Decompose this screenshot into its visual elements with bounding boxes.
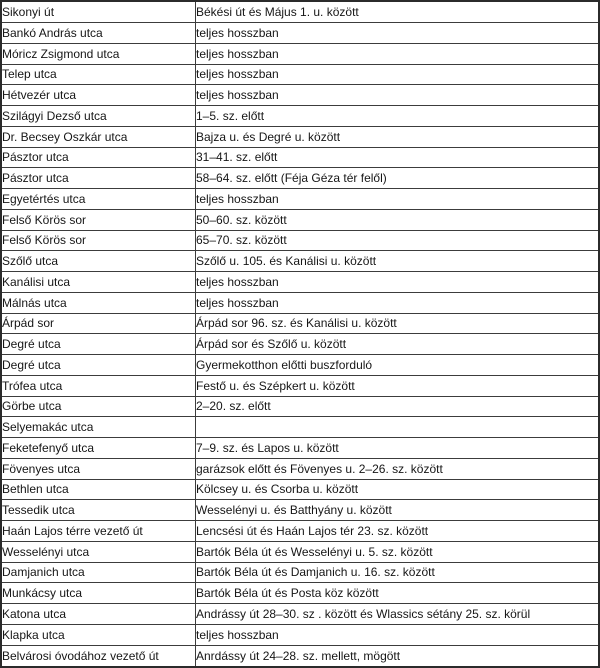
closure-section-cell: Bajza u. és Degré u. között [196,126,600,147]
table-row [1,521,599,542]
table-row [1,1,599,23]
closure-section-cell: Anrdássy út 24–28. sz. mellett, mögött [196,645,600,667]
street-name-cell: Selyemakác utca [1,417,196,438]
table-row [1,541,599,562]
closure-section-cell: Árpád sor és Szőlő u. között [196,334,600,355]
table-row [1,64,599,85]
closure-section-cell: teljes hosszban [196,272,600,293]
street-name-cell: Wesselényi utca [1,541,196,562]
table-row [1,562,599,583]
closure-section-cell: teljes hosszban [196,43,600,64]
closure-section-cell: Wesselényi u. és Batthyány u. között [196,500,600,521]
closure-section-cell: Kölcsey u. és Csorba u. között [196,479,600,500]
table-row [1,334,599,355]
street-name-cell: Hétvezér utca [1,85,196,106]
table-row [1,168,599,189]
table-row [1,645,599,667]
table-row [1,23,599,44]
table-row [1,438,599,459]
closure-section-cell: 31–41. sz. előtt [196,147,600,168]
closure-section-cell: 58–64. sz. előtt (Féja Géza tér felől) [196,168,600,189]
table-row [1,500,599,521]
street-name-cell: Szőlő utca [1,251,196,272]
table-row [1,85,599,106]
closure-section-cell: teljes hosszban [196,624,600,645]
street-name-cell: Damjanich utca [1,562,196,583]
table-row [1,604,599,625]
table-row [1,396,599,417]
street-name-cell: Málnás utca [1,292,196,313]
street-name-cell: Munkácsy utca [1,583,196,604]
closure-section-cell: garázsok előtt és Fövenyes u. 2–26. sz. között [196,458,600,479]
street-name-cell: Degré utca [1,334,196,355]
table-row [1,313,599,334]
street-name-cell: Fövenyes utca [1,458,196,479]
closure-section-cell: teljes hosszban [196,85,600,106]
table-row [1,251,599,272]
street-name-cell: Klapka utca [1,624,196,645]
street-name-cell: Árpád sor [1,313,196,334]
street-name-cell: Pásztor utca [1,147,196,168]
street-name-cell: Trófea utca [1,375,196,396]
closure-section-cell: Andrássy út 28–30. sz . között és Wlassics sétány 25. sz. körül [196,604,600,625]
street-name-cell: Szilágyi Dezső utca [1,106,196,127]
closure-section-cell: Békési út és Május 1. u. között [196,1,600,23]
street-name-cell: Bethlen utca [1,479,196,500]
table-row [1,126,599,147]
closure-section-cell: 2–20. sz. előtt [196,396,600,417]
street-name-cell: Sikonyi út [1,1,196,23]
street-name-cell: Haán Lajos térre vezető út [1,521,196,542]
closure-section-cell: teljes hosszban [196,292,600,313]
closure-section-cell [196,417,600,438]
closure-section-cell: Szőlő u. 105. és Kanálisi u. között [196,251,600,272]
closure-section-cell: Lencsési út és Haán Lajos tér 23. sz. között [196,521,600,542]
closure-section-cell: Festő u. és Szépkert u. között [196,375,600,396]
table-row [1,355,599,376]
closure-section-cell: Bartók Béla út és Posta köz között [196,583,600,604]
street-name-cell: Dr. Becsey Oszkár utca [1,126,196,147]
street-name-cell: Kanálisi utca [1,272,196,293]
closure-section-cell: Bartók Béla út és Damjanich u. 16. sz. között [196,562,600,583]
street-name-cell: Tessedik utca [1,500,196,521]
street-name-cell: Feketefenyő utca [1,438,196,459]
closure-section-cell: Gyermekotthon előtti buszforduló [196,355,600,376]
table-row [1,292,599,313]
street-closure-table-body [1,1,599,667]
street-name-cell: Felső Körös sor [1,209,196,230]
table-row [1,43,599,64]
street-name-cell: Katona utca [1,604,196,625]
table-row [1,272,599,293]
street-name-cell: Pásztor utca [1,168,196,189]
table-row [1,624,599,645]
closure-section-cell: 7–9. sz. és Lapos u. között [196,438,600,459]
closure-section-cell: Bartók Béla út és Wesselényi u. 5. sz. között [196,541,600,562]
street-name-cell: Móricz Zsigmond utca [1,43,196,64]
street-name-cell: Telep utca [1,64,196,85]
closure-section-cell: teljes hosszban [196,189,600,210]
table-row [1,417,599,438]
closure-section-cell: teljes hosszban [196,64,600,85]
street-name-cell: Bankó András utca [1,23,196,44]
closure-section-cell: 1–5. sz. előtt [196,106,600,127]
table-row [1,583,599,604]
closure-section-cell: teljes hosszban [196,23,600,44]
table-row [1,147,599,168]
table-row [1,479,599,500]
street-name-cell: Egyetértés utca [1,189,196,210]
street-name-cell: Degré utca [1,355,196,376]
table-row [1,106,599,127]
table-row [1,458,599,479]
table-row [1,375,599,396]
table-row [1,230,599,251]
street-name-cell: Felső Körös sor [1,230,196,251]
table-row [1,189,599,210]
street-name-cell: Görbe utca [1,396,196,417]
table-row [1,209,599,230]
closure-section-cell: 50–60. sz. között [196,209,600,230]
closure-section-cell: 65–70. sz. között [196,230,600,251]
closure-section-cell: Árpád sor 96. sz. és Kanálisi u. között [196,313,600,334]
street-name-cell: Belvárosi óvodához vezető út [1,645,196,667]
